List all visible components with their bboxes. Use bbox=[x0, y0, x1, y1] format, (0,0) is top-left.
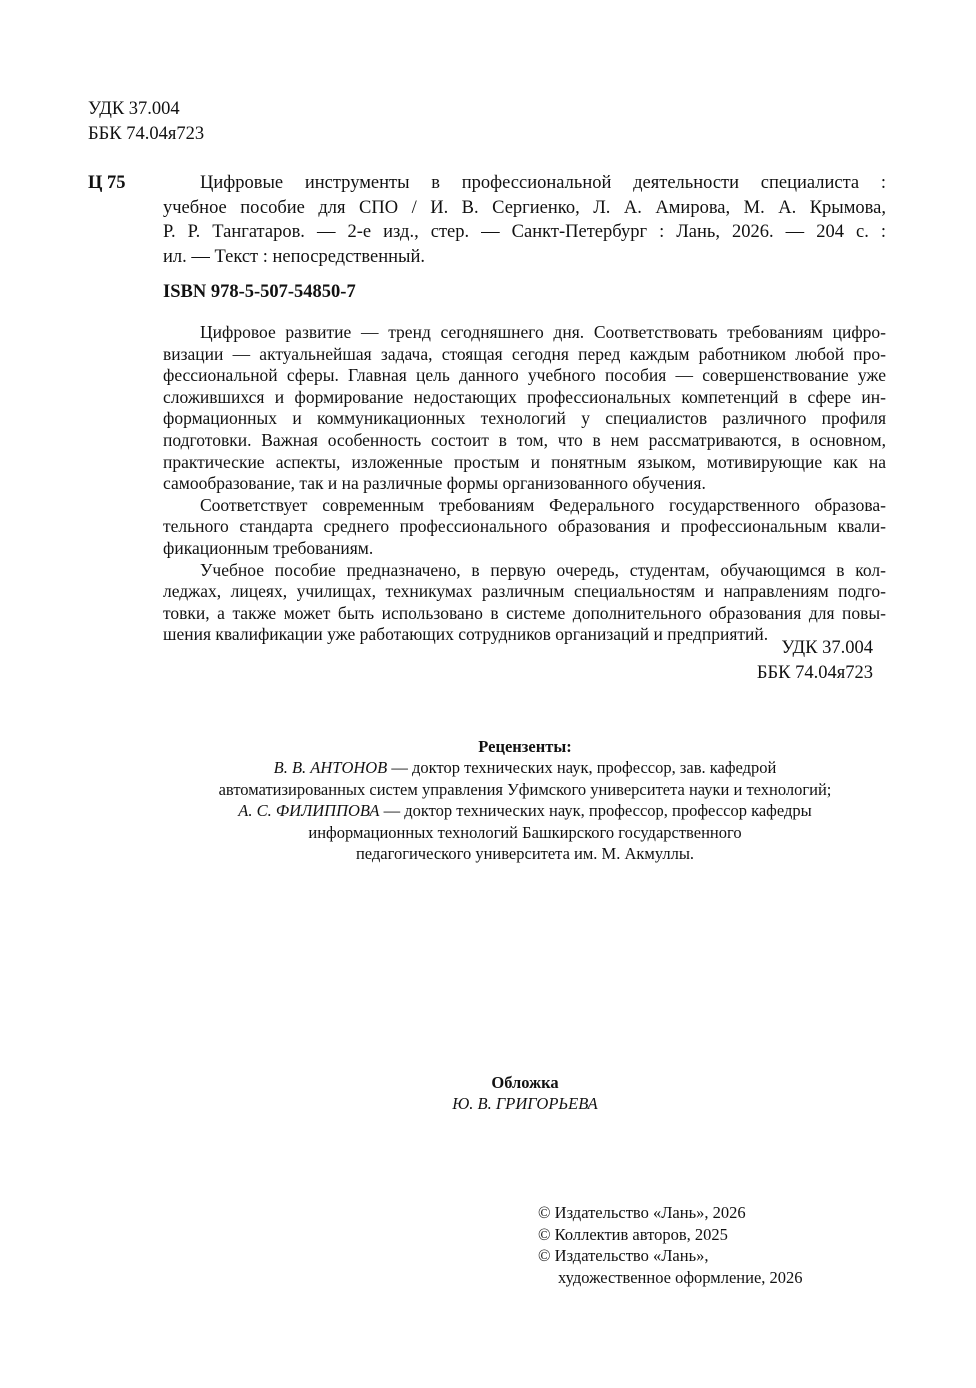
annotation-line: фессиональной сферы. Главная цель данного учебного пособия — совершенствование уже bbox=[163, 365, 886, 386]
copyright-line: © Коллектив авторов, 2025 bbox=[538, 1224, 728, 1244]
annotation-line: Цифровое развитие — тренд сегодняшнего дня. Соответствовать требованиям цифро- bbox=[200, 322, 886, 342]
copyright-line: художественное оформление, 2026 bbox=[558, 1267, 803, 1287]
cover-designer: Ю. В. ГРИГОРЬЕВА bbox=[452, 1094, 598, 1114]
annotation-line: товки, а также может быть использовано в системе дополнительного образования для повы- bbox=[163, 602, 886, 623]
bib-line: Р. Р. Тангатаров. — 2-е изд., стер. — Санкт-Петербург : Лань, 2026. — 204 с. : bbox=[163, 222, 886, 242]
annotation-line: шения квалификации уже работающих сотрудников организаций и предприятий. bbox=[163, 624, 769, 645]
copyright-line: © Издательство «Лань», 2026 bbox=[538, 1203, 746, 1222]
annotation-line: фикационным требованиям. bbox=[163, 537, 374, 558]
copyright-line: © Издательство «Лань», bbox=[538, 1246, 709, 1265]
reviewer-credentials: информационных технологий Башкирского государственного bbox=[308, 822, 742, 842]
reviewer-name: В. В. АНТОНОВ bbox=[273, 758, 388, 778]
reviewer-name: А. С. ФИЛИППОВА bbox=[238, 801, 380, 821]
copyright-block bbox=[538, 1202, 803, 1288]
classification-top bbox=[88, 97, 204, 146]
reviewer-credentials: педагогического университета им. М. Акмуллы. bbox=[355, 843, 695, 863]
reviewers-heading: Рецензенты: bbox=[478, 737, 572, 756]
cover-credit bbox=[375, 1072, 675, 1115]
annotation-line: леджах, лицеях, училищах, техникумах различным специальностям и направлениям подго- bbox=[163, 581, 886, 602]
isbn: ISBN 978-5-507-54850-7 bbox=[163, 282, 356, 302]
bib-line: учебное пособие для СПО / И. В. Сергиенко, Л. А. Амирова, М. А. Крымова, bbox=[163, 197, 886, 218]
udk-code: УДК 37.004 bbox=[781, 638, 873, 658]
classification-bottom bbox=[700, 636, 873, 685]
bib-line: ил. — Текст : непосредственный. bbox=[163, 246, 425, 267]
annotation-line: Соответствует современным требованиям Федерального государственного образова- bbox=[200, 494, 886, 515]
reviewer-credentials: — доктор технических наук, профессор, профессор кафедры bbox=[379, 801, 812, 821]
bib-line: Цифровые инструменты в профессиональной деятельности специалиста : bbox=[200, 173, 886, 193]
annotation bbox=[163, 322, 886, 646]
bbk-code: ББК 74.04я723 bbox=[756, 662, 873, 683]
annotation-line: сложившихся и формирование недостающих профессиональных компетенций в сфере ин- bbox=[163, 386, 886, 407]
reviewer-credentials: — доктор технических наук, профессор, зав. кафедрой bbox=[387, 758, 777, 778]
udk-code: УДК 37.004 bbox=[88, 99, 180, 119]
bbk-code: ББК 74.04я723 bbox=[88, 123, 205, 144]
annotation-line: подготовки. Важная особенность состоит в том, что в нем рассматриваются, в основном, bbox=[163, 429, 886, 450]
cover-heading: Обложка bbox=[491, 1073, 559, 1092]
annotation-line: формационных и коммуникационных технологий у специалистов различного профиля bbox=[163, 408, 886, 429]
annotation-line: тельного стандарта среднего профессионального образования и профессиональным квали- bbox=[163, 516, 886, 537]
reviewers bbox=[150, 736, 900, 864]
annotation-line: практические аспекты, изложенные простым и понятным языком, мотивирующие как на bbox=[163, 451, 886, 472]
annotation-line: самообразование, так и на различные формы организованного обучения. bbox=[163, 473, 706, 494]
annotation-line: Учебное пособие предназначено, в первую очередь, студентам, обучающимся в кол- bbox=[200, 559, 886, 580]
reviewer-credentials: автоматизированных систем управления Уфимского университета науки и технологий; bbox=[218, 779, 832, 799]
author-sign: Ц 75 bbox=[88, 173, 126, 193]
bibliographic-record bbox=[163, 171, 886, 269]
annotation-line: визации — актуальнейшая задача, стоящая сегодня перед каждым работником любой про- bbox=[163, 343, 886, 364]
